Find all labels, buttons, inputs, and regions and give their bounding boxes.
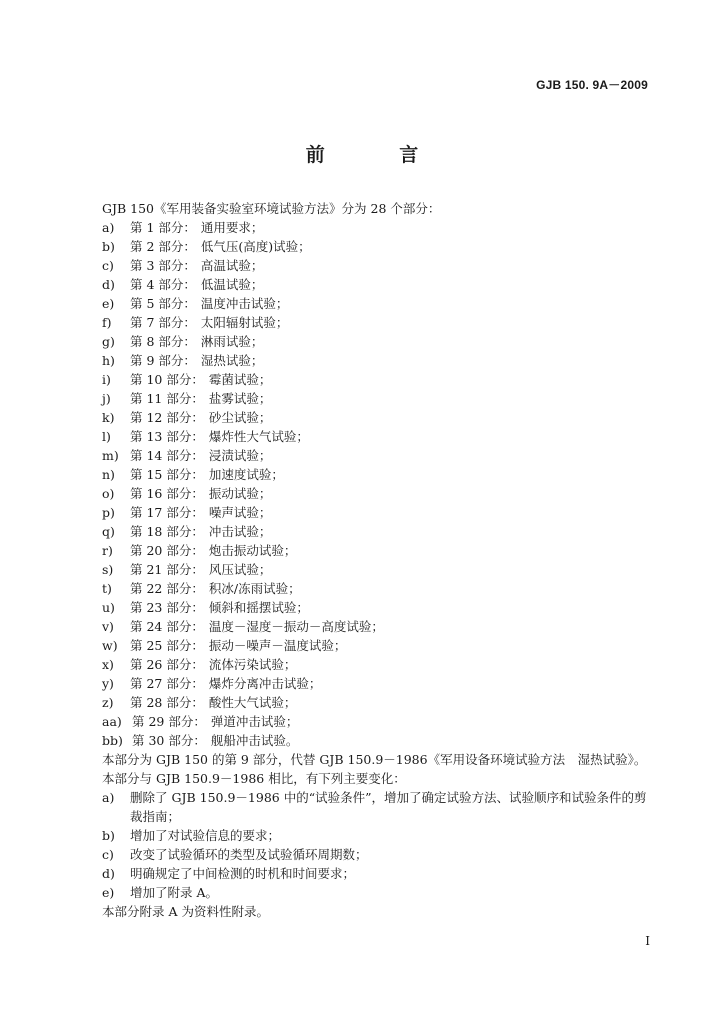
list-item bbox=[102, 256, 662, 275]
page-title: 前 言 bbox=[305, 144, 453, 166]
list-item-name: 湿热试验； bbox=[200, 353, 264, 368]
list-item-part-number: 第 8 部分： bbox=[130, 334, 196, 349]
list-item-label: f) bbox=[102, 315, 112, 330]
list-item-label: a) bbox=[102, 220, 115, 235]
list-item-part-number: 第 9 部分： bbox=[130, 353, 196, 368]
list-item-label: q) bbox=[102, 524, 115, 539]
list-item-name: 温度冲击试验； bbox=[200, 296, 289, 311]
list-item-part-number: 第 27 部分： bbox=[130, 676, 204, 691]
change-item-label: b) bbox=[102, 828, 115, 843]
list-item-label: d) bbox=[102, 277, 115, 292]
list-item-name: 太阳辐射试验； bbox=[200, 315, 289, 330]
list-item bbox=[102, 693, 662, 712]
change-item bbox=[102, 788, 662, 826]
list-item-name: 舰船冲击试验。 bbox=[210, 733, 299, 748]
list-item-part-number: 第 3 部分： bbox=[130, 258, 196, 273]
list-item-label: j) bbox=[102, 391, 111, 406]
list-item-part-number: 第 20 部分： bbox=[130, 543, 204, 558]
list-item bbox=[102, 503, 662, 522]
list-item bbox=[102, 484, 662, 503]
change-item-text: 改变了试验循环的类型及试验循环周期数； bbox=[130, 847, 368, 862]
change-item-text: 增加了对试验信息的要求； bbox=[130, 828, 281, 843]
list-item-name: 低气压(高度)试验； bbox=[200, 239, 311, 254]
list-item bbox=[102, 522, 662, 541]
list-item-label: w) bbox=[102, 638, 118, 653]
list-item-part-number: 第 28 部分： bbox=[130, 695, 204, 710]
list-item-part-number: 第 14 部分： bbox=[130, 448, 204, 463]
changes-intro: 本部分与 GJB 150.9－1986 相比，有下列主要变化： bbox=[102, 771, 406, 786]
list-item-label: n) bbox=[102, 467, 115, 482]
list-item-name: 加速度试验； bbox=[208, 467, 284, 482]
list-item-label: p) bbox=[102, 505, 115, 520]
list-item bbox=[102, 370, 662, 389]
list-item-part-number: 第 21 部分： bbox=[130, 562, 204, 577]
list-item-name: 噪声试验； bbox=[208, 505, 272, 520]
list-item bbox=[102, 712, 662, 731]
list-item bbox=[102, 408, 662, 427]
list-item-name: 弹道冲击试验； bbox=[210, 714, 299, 729]
list-item-name: 炮击振动试验； bbox=[208, 543, 297, 558]
list-item-name: 积冰/冻雨试验； bbox=[208, 581, 301, 596]
list-item-name: 振动－噪声－温度试验； bbox=[208, 638, 347, 653]
list-item-name: 冲击试验； bbox=[208, 524, 272, 539]
list-item-label: o) bbox=[102, 486, 115, 501]
change-item-text: 增加了附录 A。 bbox=[130, 885, 219, 900]
list-item bbox=[102, 218, 662, 237]
list-item-name: 温度－湿度－振动－高度试验； bbox=[208, 619, 384, 634]
page-number: I bbox=[645, 934, 650, 948]
list-item-part-number: 第 12 部分： bbox=[130, 410, 204, 425]
list-item-name: 风压试验； bbox=[208, 562, 272, 577]
list-item bbox=[102, 332, 662, 351]
list-item-part-number: 第 7 部分： bbox=[130, 315, 196, 330]
list-item bbox=[102, 560, 662, 579]
change-item-text: 删除了 GJB 150.9－1986 中的“试验条件”，增加了确定试验方法、试验顺序和试验条件的剪裁指南； bbox=[130, 790, 647, 824]
list-item-part-number: 第 11 部分： bbox=[130, 391, 204, 406]
list-item bbox=[102, 427, 662, 446]
list-item-part-number: 第 22 部分： bbox=[130, 581, 204, 596]
change-item-text: 明确规定了中间检测的时机和时间要求； bbox=[130, 866, 356, 881]
list-item-part-number: 第 26 部分： bbox=[130, 657, 204, 672]
list-item-name: 低温试验； bbox=[200, 277, 264, 292]
change-item bbox=[102, 883, 662, 902]
list-item-label: x) bbox=[102, 657, 114, 672]
list-item-part-number: 第 2 部分： bbox=[130, 239, 196, 254]
list-item bbox=[102, 294, 662, 313]
intro-paragraph: GJB 150《军用装备实验室环境试验方法》分为 28 个部分： bbox=[102, 201, 441, 216]
list-item-label: i) bbox=[102, 372, 111, 387]
list-item-name: 淋雨试验； bbox=[200, 334, 264, 349]
appendix-note: 本部分附录 A 为资料性附录。 bbox=[102, 904, 269, 919]
list-item bbox=[102, 674, 662, 693]
list-item-name: 振动试验； bbox=[208, 486, 272, 501]
list-item-name: 高温试验； bbox=[200, 258, 264, 273]
list-item bbox=[102, 636, 662, 655]
list-item bbox=[102, 446, 662, 465]
list-item-name: 酸性大气试验； bbox=[208, 695, 297, 710]
list-item-label: s) bbox=[102, 562, 114, 577]
list-item-label: b) bbox=[102, 239, 115, 254]
list-item-part-number: 第 30 部分： bbox=[132, 733, 206, 748]
list-item bbox=[102, 351, 662, 370]
change-item bbox=[102, 826, 662, 845]
document-body bbox=[102, 199, 662, 921]
list-item-label: bb) bbox=[102, 733, 123, 748]
list-item bbox=[102, 275, 662, 294]
list-item-name: 盐雾试验； bbox=[208, 391, 272, 406]
list-item-part-number: 第 4 部分： bbox=[130, 277, 196, 292]
change-item-label: a) bbox=[102, 790, 115, 805]
list-item bbox=[102, 389, 662, 408]
list-item-name: 爆炸分离冲击试验； bbox=[208, 676, 322, 691]
list-item-part-number: 第 18 部分： bbox=[130, 524, 204, 539]
list-item-label: e) bbox=[102, 296, 115, 311]
list-item-name: 通用要求； bbox=[200, 220, 264, 235]
list-item-name: 霉菌试验； bbox=[208, 372, 272, 387]
list-item-label: t) bbox=[102, 581, 112, 596]
change-item bbox=[102, 845, 662, 864]
list-item-part-number: 第 16 部分： bbox=[130, 486, 204, 501]
list-item bbox=[102, 655, 662, 674]
list-item-name: 倾斜和摇摆试验； bbox=[208, 600, 309, 615]
list-item-label: c) bbox=[102, 258, 114, 273]
standard-number: GJB 150. 9A－2009 bbox=[536, 78, 648, 92]
list-item bbox=[102, 579, 662, 598]
list-item bbox=[102, 731, 662, 750]
list-item-part-number: 第 15 部分： bbox=[130, 467, 204, 482]
list-item bbox=[102, 598, 662, 617]
list-item-part-number: 第 24 部分： bbox=[130, 619, 204, 634]
change-item-label: e) bbox=[102, 885, 115, 900]
list-item-label: m) bbox=[102, 448, 119, 463]
replaces-paragraph: 本部分为 GJB 150 的第 9 部分，代替 GJB 150.9－1986《军用设备环境试验方法 湿热试验》。 bbox=[102, 752, 647, 767]
changes-list bbox=[102, 788, 662, 902]
change-item-label: d) bbox=[102, 866, 115, 881]
change-item bbox=[102, 864, 662, 883]
list-item-part-number: 第 1 部分： bbox=[130, 220, 196, 235]
list-item-label: u) bbox=[102, 600, 115, 615]
list-item-label: g) bbox=[102, 334, 115, 349]
list-item-name: 流体污染试验； bbox=[208, 657, 297, 672]
list-item bbox=[102, 313, 662, 332]
list-item bbox=[102, 541, 662, 560]
list-item-label: v) bbox=[102, 619, 114, 634]
list-item bbox=[102, 465, 662, 484]
list-item-label: z) bbox=[102, 695, 114, 710]
list-item-part-number: 第 29 部分： bbox=[132, 714, 206, 729]
list-item-part-number: 第 5 部分： bbox=[130, 296, 196, 311]
list-item-label: aa) bbox=[102, 714, 122, 729]
list-item bbox=[102, 617, 662, 636]
parts-list bbox=[102, 218, 662, 750]
list-item-part-number: 第 17 部分： bbox=[130, 505, 204, 520]
list-item-label: k) bbox=[102, 410, 115, 425]
list-item-label: h) bbox=[102, 353, 115, 368]
list-item-part-number: 第 23 部分： bbox=[130, 600, 204, 615]
list-item-label: y) bbox=[102, 676, 114, 691]
list-item-name: 浸渍试验； bbox=[208, 448, 272, 463]
list-item-name: 爆炸性大气试验； bbox=[208, 429, 309, 444]
list-item-part-number: 第 13 部分： bbox=[130, 429, 204, 444]
list-item-label: l) bbox=[102, 429, 111, 444]
change-item-label: c) bbox=[102, 847, 114, 862]
list-item-part-number: 第 10 部分： bbox=[130, 372, 204, 387]
list-item-label: r) bbox=[102, 543, 113, 558]
list-item-name: 砂尘试验； bbox=[208, 410, 272, 425]
list-item-part-number: 第 25 部分： bbox=[130, 638, 204, 653]
list-item bbox=[102, 237, 662, 256]
